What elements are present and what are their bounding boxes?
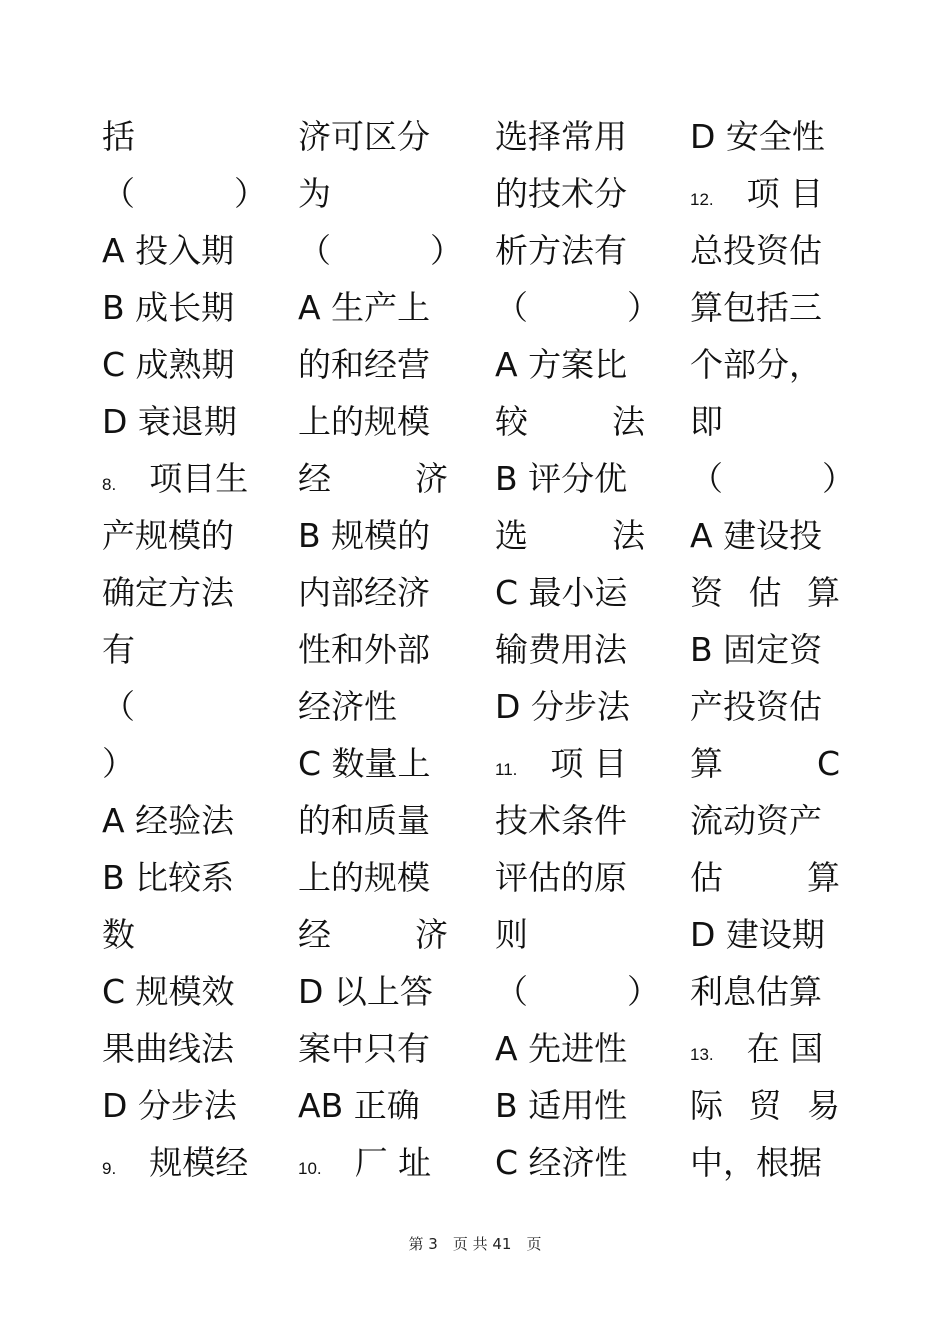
text-line [495,336,645,393]
line-text: 流动资产 [690,801,822,840]
text-line [690,393,840,450]
line-text: 个部分， [690,345,822,384]
text-line [298,507,448,564]
line-text: D 以上答 [298,972,433,1011]
text-line [102,1134,252,1191]
text-line [102,279,252,336]
text-line [102,393,252,450]
line-text: A 投入期 [102,231,235,270]
line-text: 项目生 [149,459,249,498]
text-line [495,678,645,735]
text-line [102,564,252,621]
line-text: 资 估 算 [690,573,840,612]
text-line [102,108,252,165]
line-text: 即 [690,402,723,441]
line-text: D 安全性 [690,117,825,156]
text-line [298,279,448,336]
line-text: 性和外部 [298,630,430,669]
text-line [102,849,252,906]
line-text: 为 [298,174,331,213]
line-text: 利息估算 [690,972,822,1011]
line-text: （ [102,687,135,726]
line-text: D 衰退期 [102,402,237,441]
text-line [690,906,840,963]
text-line [690,222,840,279]
text-line [690,1020,840,1077]
line-text: A 建设投 [690,516,823,555]
question-number: 13. [690,1045,714,1064]
line-text: 果曲线法 [102,1029,234,1068]
text-line [102,906,252,963]
text-line [102,678,252,735]
page-footer: 第 3 页 共 41 页 [408,1235,542,1253]
text-line [102,963,252,1020]
text-line [495,963,660,1020]
line-text: C 规模效 [102,972,235,1011]
line-text: 数 [102,915,135,954]
line-text: 总投资估 [690,231,822,270]
line-text: 估 算 [690,858,840,897]
text-line [495,621,645,678]
line-text: B 成长期 [102,288,235,327]
line-text: 选 法 [495,516,645,555]
text-line [690,621,840,678]
text-line [495,906,645,963]
text-line [298,792,448,849]
text-line [298,849,448,906]
line-text: 较 法 [495,402,645,441]
line-text: 中，根据 [690,1143,822,1182]
line-text: 技术条件 [495,801,627,840]
line-text: 规模经 [149,1143,249,1182]
text-line [495,108,645,165]
text-line [690,279,840,336]
text-line [298,564,448,621]
line-text: ） [102,744,135,783]
line-text: 项 目 [550,744,627,783]
text-line [298,393,448,450]
text-line [298,621,448,678]
text-line [690,564,840,621]
text-line [690,735,840,792]
line-text: B 规模的 [298,516,431,555]
line-text: B 比较系 [102,858,235,897]
line-text: 在 国 [746,1029,824,1068]
text-line [690,450,855,507]
text-line [298,1077,448,1134]
line-text: D 分步法 [102,1086,237,1125]
text-line [102,222,252,279]
text-line [102,336,252,393]
text-line [495,450,645,507]
text-line [102,792,252,849]
line-text: （ ） [690,459,855,498]
text-line [495,1077,645,1134]
line-text: A 生产上 [298,288,431,327]
line-text: C 经济性 [495,1143,628,1182]
text-line [495,849,645,906]
line-text: （ ） [495,288,660,327]
text-line [102,621,252,678]
text-line [298,450,448,507]
text-line [298,222,463,279]
line-text: B 适用性 [495,1086,628,1125]
text-line [102,165,267,222]
text-column-2 [298,108,463,1191]
text-line [495,735,645,792]
line-text: 案中只有 [298,1029,430,1068]
line-text: B 评分优 [495,459,628,498]
text-line [690,336,840,393]
question-number: 10. [298,1159,322,1178]
line-text: 的和经营 [298,345,430,384]
text-line [690,792,840,849]
text-line [690,507,840,564]
line-text: 内部经济 [298,573,430,612]
text-line [495,393,645,450]
text-column-4 [690,108,855,1191]
text-line [298,1020,448,1077]
line-text: 有 [102,630,135,669]
text-line [298,108,448,165]
line-text: 产投资估 [690,687,822,726]
text-line [495,792,645,849]
line-text: 上的规模 [298,858,430,897]
text-line [298,165,448,222]
line-text: 算包括三 [690,288,822,327]
line-text: D 建设期 [690,915,825,954]
line-text: 上的规模 [298,402,430,441]
text-line [690,1077,840,1134]
text-column-1 [102,108,267,1191]
text-line [690,849,840,906]
line-text: AB 正确 [298,1086,420,1125]
text-line [495,222,645,279]
text-line [690,678,840,735]
line-text: C 最小运 [495,573,628,612]
question-number: 8. [102,475,117,494]
line-text: 则 [495,915,528,954]
question-number: 11. [495,760,518,779]
text-line [495,279,660,336]
text-line [690,1134,840,1191]
text-line [495,1134,645,1191]
line-text: C 数量上 [298,744,431,783]
line-text: A 经验法 [102,801,235,840]
line-text: 厂 址 [354,1143,432,1182]
text-line [298,678,448,735]
question-number: 9. [102,1159,117,1178]
line-text: B 固定资 [690,630,823,669]
text-line [690,165,840,222]
line-text: 评估的原 [495,858,627,897]
text-line [102,1020,252,1077]
text-line [102,507,252,564]
question-number: 12. [690,190,714,209]
line-text: 经济性 [298,687,397,726]
line-text: 经 济 [298,915,448,954]
line-text: D 分步法 [495,687,630,726]
text-line [495,564,645,621]
line-text: 产规模的 [102,516,234,555]
text-line [298,906,448,963]
line-text: 的和质量 [298,801,430,840]
text-line [298,735,448,792]
text-line [495,507,645,564]
line-text: （ ） [495,972,660,1011]
line-text: A 先进性 [495,1029,628,1068]
line-text: 项 目 [746,174,824,213]
line-text: 输费用法 [495,630,627,669]
line-text: 际 贸 易 [690,1086,840,1125]
line-text: 的技术分 [495,174,627,213]
text-column-3 [495,108,660,1191]
text-line [102,735,252,792]
text-line [495,165,645,222]
line-text: （ ） [298,231,463,270]
text-line [298,336,448,393]
text-line [102,1077,252,1134]
text-line [690,108,840,165]
line-text: 确定方法 [102,573,234,612]
text-line [102,450,252,507]
line-text: （ ） [102,174,267,213]
line-text: 选择常用 [495,117,627,156]
text-line [298,963,448,1020]
line-text: 济可区分 [298,117,430,156]
line-text: C 成熟期 [102,345,235,384]
line-text: 算 C [690,744,840,783]
text-line [495,1020,645,1077]
line-text: 经 济 [298,459,448,498]
line-text: A 方案比 [495,345,628,384]
text-line [298,1134,448,1191]
line-text: 括 [102,117,135,156]
text-line [690,963,840,1020]
line-text: 析方法有 [495,231,627,270]
